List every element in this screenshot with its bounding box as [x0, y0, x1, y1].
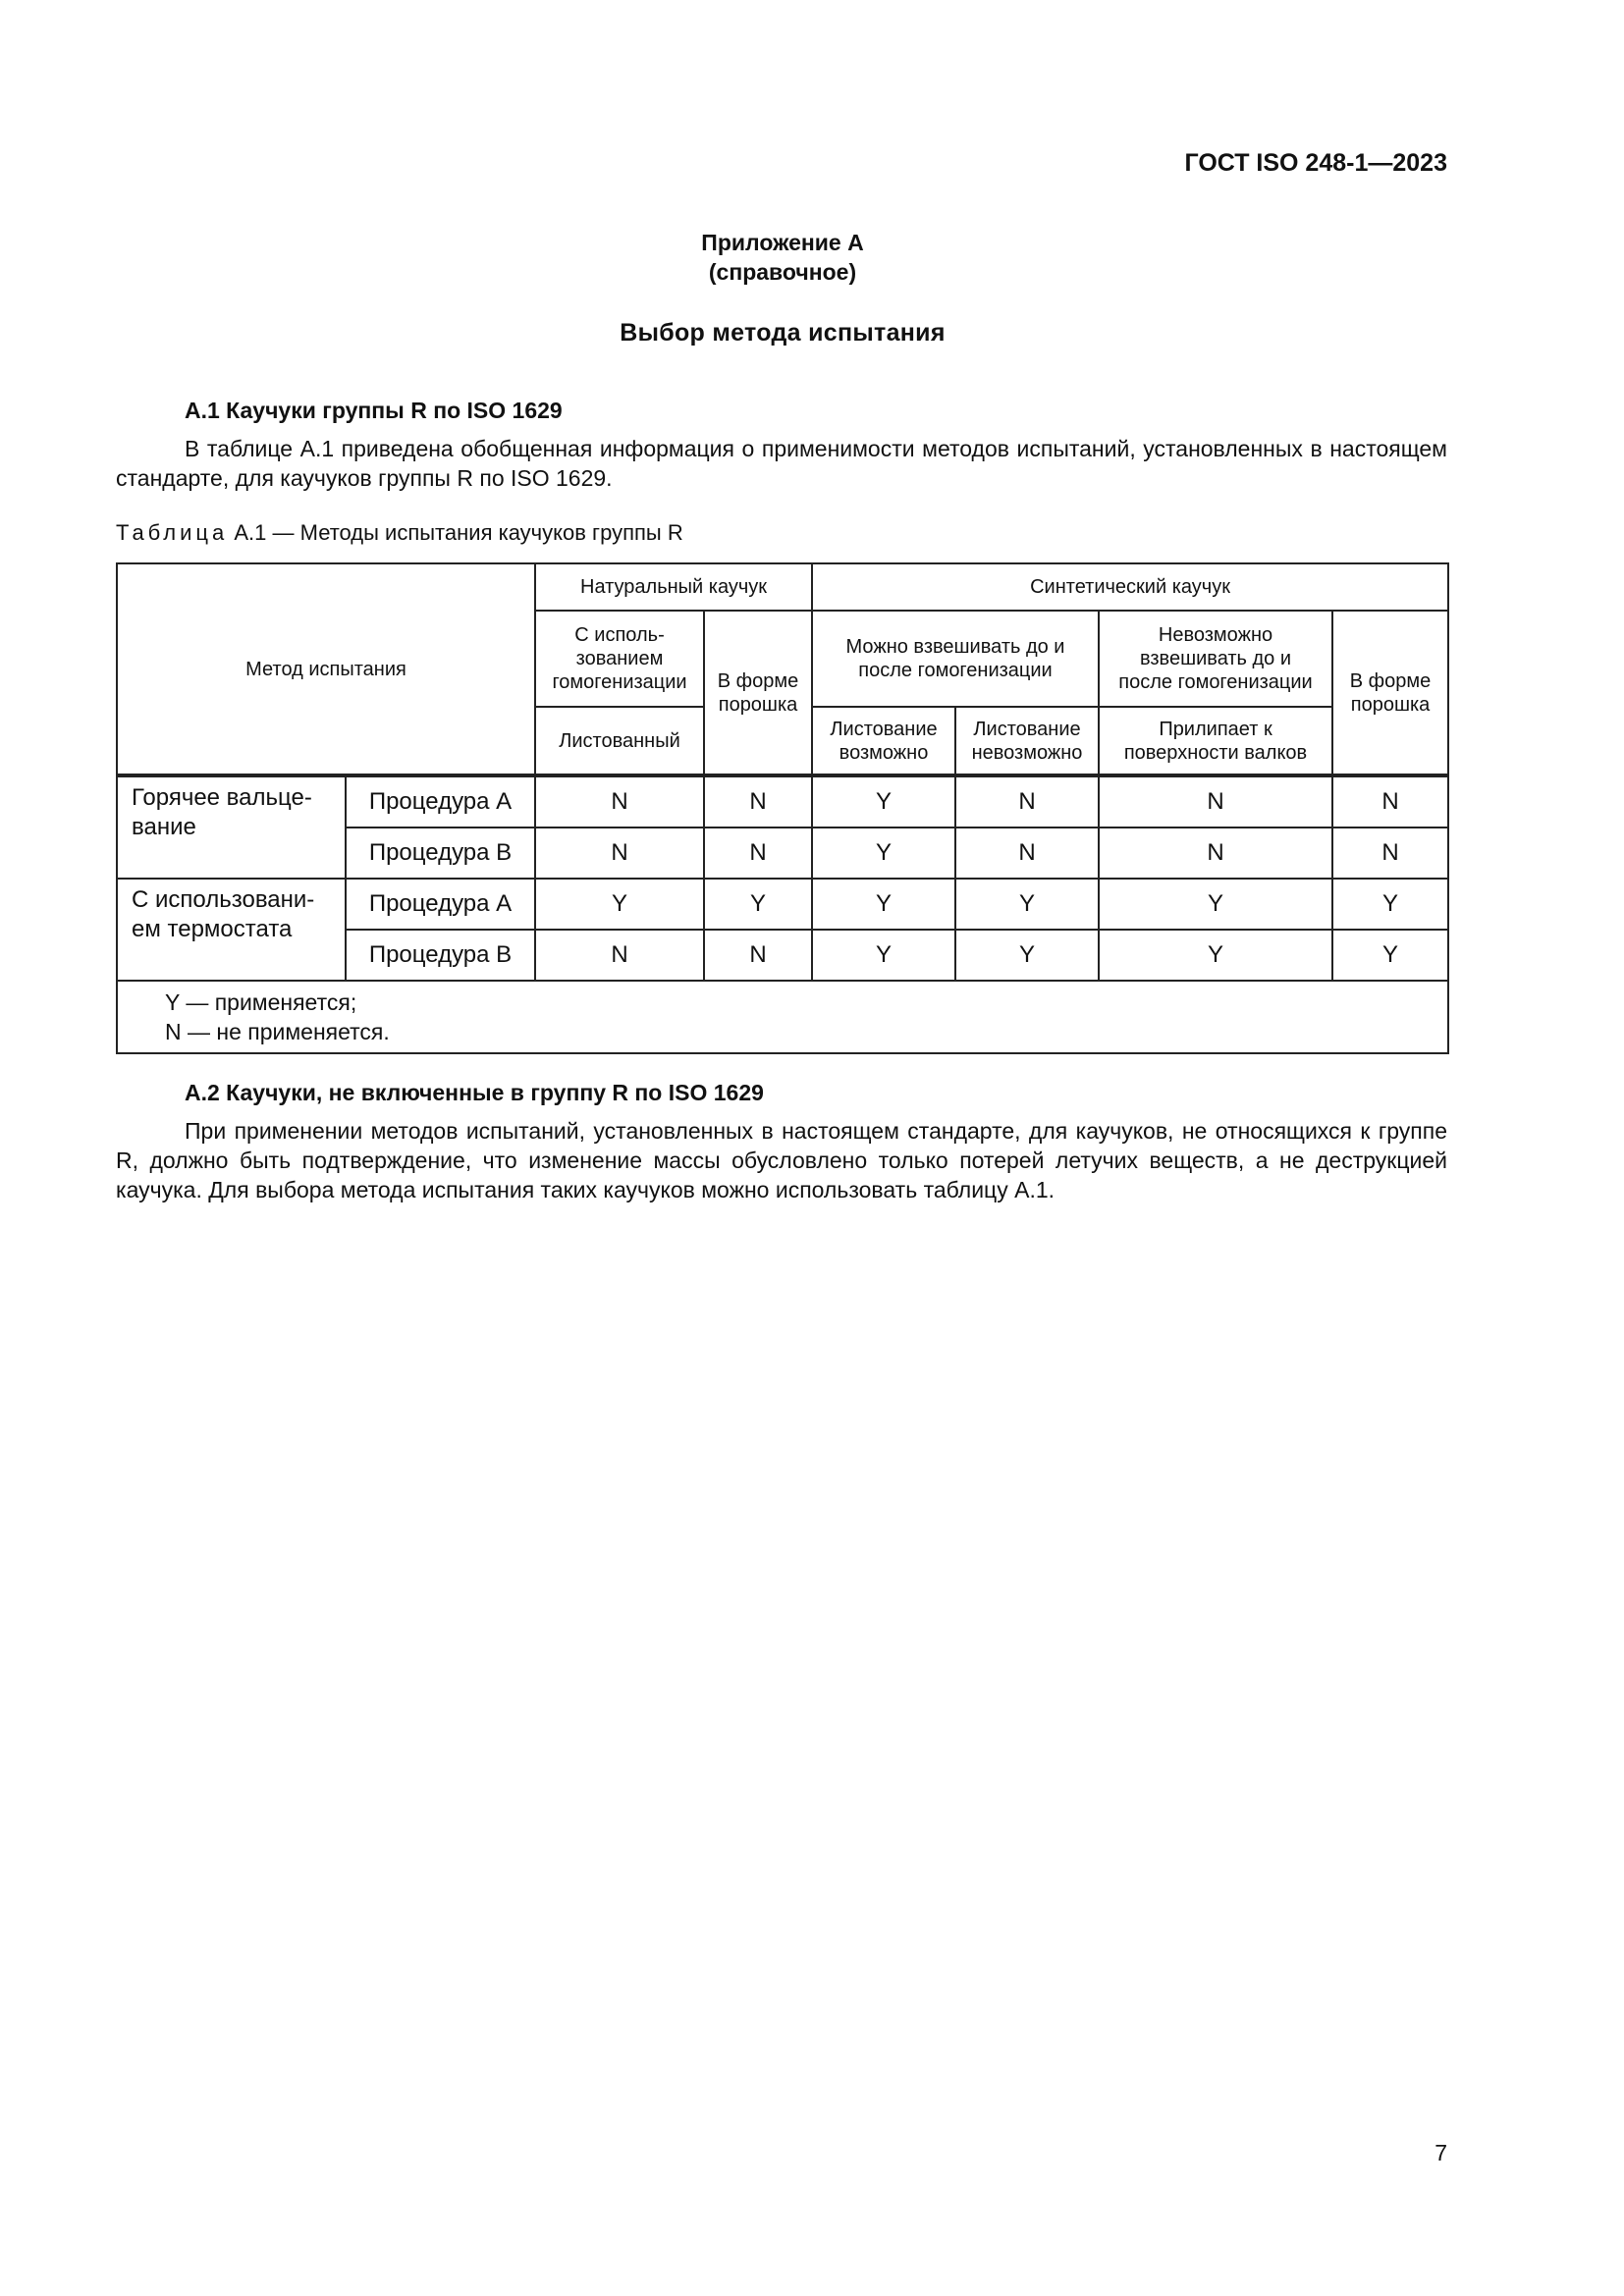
- a2-text: При применении методов испытаний, установленных в настоящем стандарте, для каучуков, не относящихся к группе R, должно быть подтверждение, что изменение массы обусловлено только потерей летучих веществ, а не деструкцией каучука. Для выбора метода испытания таких каучуков можно использовать таблицу А.1.: [116, 1118, 1447, 1202]
- procedure-cell: Процедура А: [346, 775, 535, 828]
- value-cell: Y: [812, 930, 955, 981]
- sheeting-possible-header: Листование возможно: [812, 707, 955, 775]
- a1-text: В таблице А.1 приведена обобщенная информация о применимости методов испытаний, установленных в настоящем стандарте, для каучуков группы R по ISO 1629.: [116, 436, 1447, 491]
- methods-table: [116, 562, 1449, 1054]
- method-header: Метод испытания: [117, 563, 535, 775]
- sheeting-impossible-header: Листование невозможно: [955, 707, 1099, 775]
- value-cell: N: [1099, 775, 1332, 828]
- value-cell: Y: [535, 879, 704, 930]
- section-title: Выбор метода испытания: [620, 319, 946, 347]
- natural-rubber-header: Натуральный каучук: [535, 563, 812, 611]
- can-weigh-header: Можно взвешивать до и после гомогенизации: [812, 611, 1099, 707]
- sheeted-header: Листованный: [535, 707, 704, 775]
- value-cell: Y: [955, 930, 1099, 981]
- value-cell: N: [1332, 775, 1448, 828]
- value-cell: N: [535, 775, 704, 828]
- document-code: ГОСТ ISO 248-1—2023: [1184, 149, 1447, 177]
- caption-text: А.1 — Методы испытания каучуков группы R: [228, 520, 683, 545]
- sticks-to-rolls-header: Прилипает к поверхности валков: [1099, 707, 1332, 775]
- value-cell: Y: [812, 879, 955, 930]
- value-cell: N: [955, 828, 1099, 879]
- powder-header: В форме порошка: [704, 611, 812, 775]
- table-caption: [116, 520, 683, 546]
- table-legend: [117, 981, 1448, 1053]
- procedure-cell: Процедура А: [346, 879, 535, 930]
- procedure-cell: Процедура В: [346, 930, 535, 981]
- a2-paragraph: [116, 1116, 1447, 1204]
- annex-subtitle: (справочное): [708, 259, 857, 285]
- value-cell: N: [955, 775, 1099, 828]
- page-number: 7: [1435, 2140, 1447, 2165]
- value-cell: Y: [812, 828, 955, 879]
- value-cell: N: [535, 930, 704, 981]
- caption-prefix: Таблица: [116, 520, 229, 545]
- group-hot-milling: Горячее вальце- вание: [117, 775, 346, 879]
- synthetic-rubber-header: Синтетический каучук: [812, 563, 1448, 611]
- value-cell: N: [535, 828, 704, 879]
- value-cell: N: [704, 775, 812, 828]
- legend-n: N — не применяется.: [165, 1019, 390, 1044]
- value-cell: N: [1099, 828, 1332, 879]
- group-thermostat: С использовани- ем термостата: [117, 879, 346, 981]
- value-cell: Y: [1099, 930, 1332, 981]
- a1-paragraph: [116, 434, 1447, 493]
- value-cell: N: [1332, 828, 1448, 879]
- a1-heading: А.1 Каучуки группы R по ISO 1629: [185, 398, 563, 423]
- table-row: [117, 879, 1448, 930]
- annex-heading: [0, 228, 1565, 287]
- legend-row: [117, 981, 1448, 1053]
- value-cell: Y: [1332, 930, 1448, 981]
- value-cell: Y: [812, 775, 955, 828]
- value-cell: Y: [1332, 879, 1448, 930]
- powder-synthetic-header: В форме порошка: [1332, 611, 1448, 775]
- cannot-weigh-header: Невозможно взвешивать до и после гомогенизации: [1099, 611, 1332, 707]
- with-homogenization-header: С исполь- зованием гомогенизации: [535, 611, 704, 707]
- annex-title: Приложение А: [701, 230, 864, 255]
- table-row: [117, 775, 1448, 828]
- value-cell: Y: [1099, 879, 1332, 930]
- legend-y: Y — применяется;: [165, 989, 357, 1015]
- a2-heading: А.2 Каучуки, не включенные в группу R по ISO 1629: [185, 1080, 764, 1105]
- value-cell: N: [704, 930, 812, 981]
- procedure-cell: Процедура В: [346, 828, 535, 879]
- value-cell: Y: [955, 879, 1099, 930]
- value-cell: N: [704, 828, 812, 879]
- value-cell: Y: [704, 879, 812, 930]
